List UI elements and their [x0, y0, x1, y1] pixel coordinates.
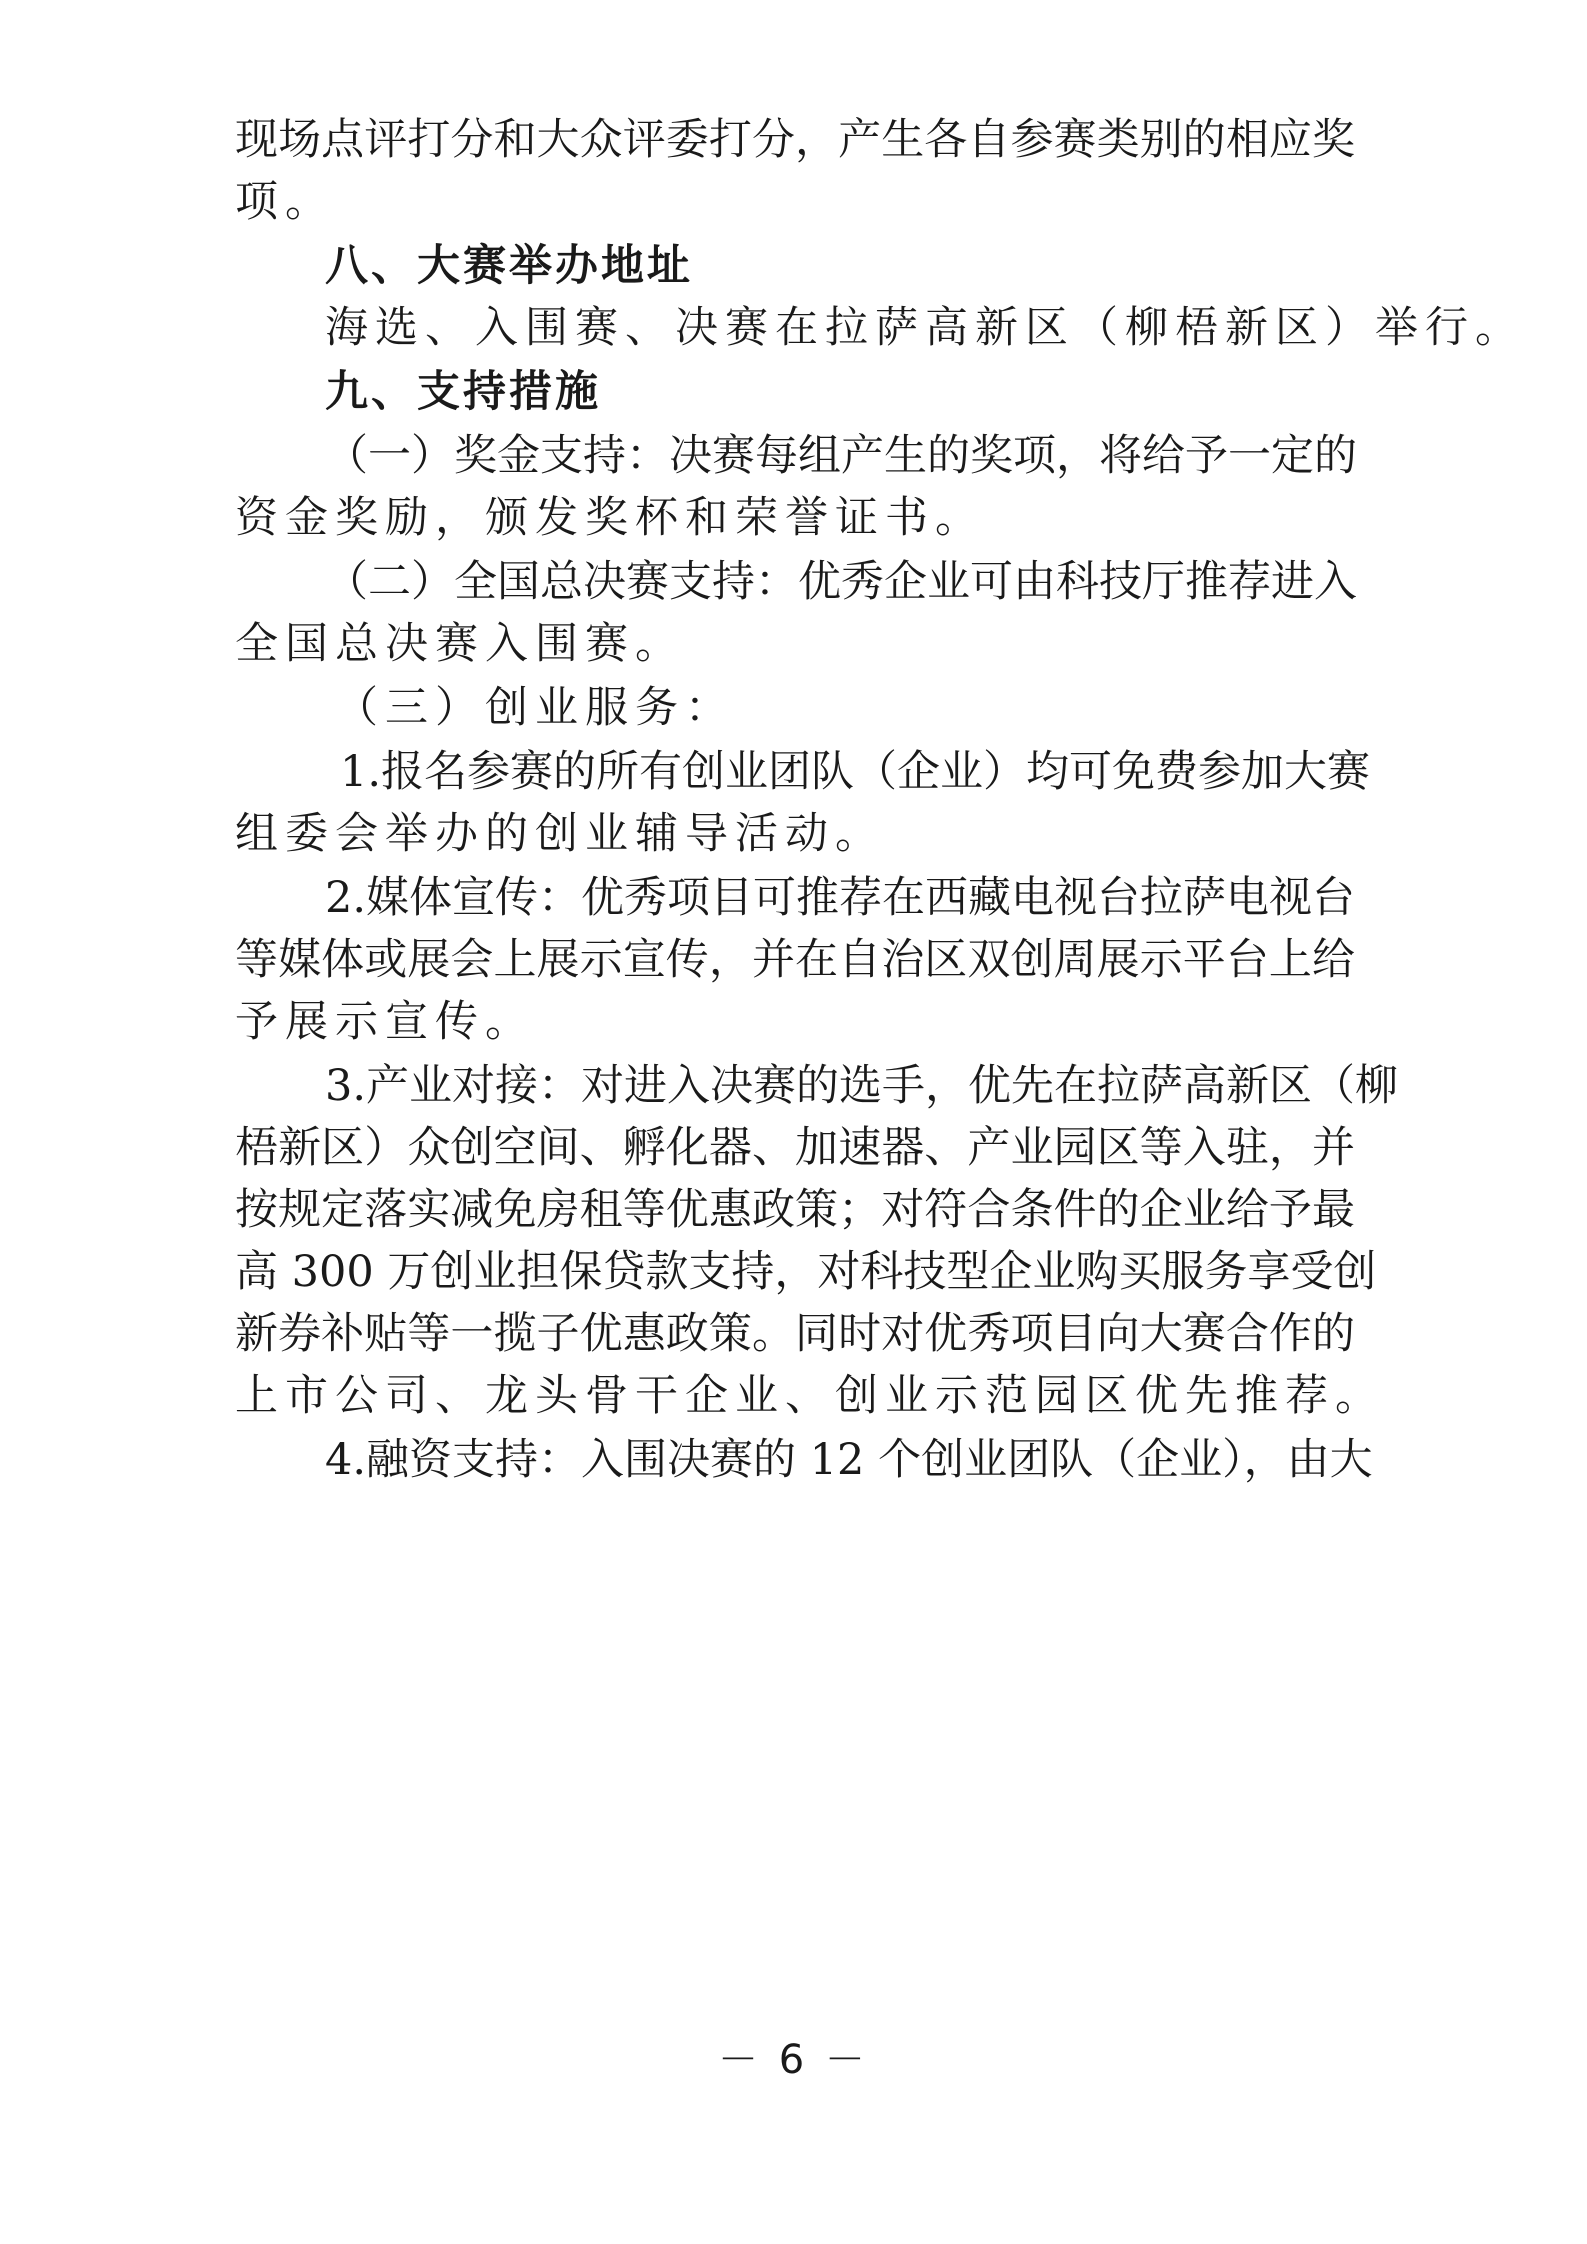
- paragraph-line-national-1: （二）全国总决赛支持：优秀企业可由科技厅推荐进入: [325, 557, 1357, 607]
- paragraph-line-item2-2: 等媒体或展会上展示宣传，并在自治区双创周展示平台上给: [235, 935, 1355, 985]
- paragraph-line-2: 项。: [235, 177, 335, 227]
- paragraph-line-1: 现场点评打分和大众评委打分，产生各自参赛类别的相应奖: [235, 115, 1355, 165]
- subsection-heading-services: （三）创业服务：: [335, 683, 735, 733]
- paragraph-line-item3-3: 按规定落实减免房租等优惠政策；对符合条件的企业给予最: [235, 1185, 1355, 1235]
- paragraph-line-item3-5: 新券补贴等一揽子优惠政策。同时对优秀项目向大赛合作的: [235, 1309, 1355, 1359]
- paragraph-line-item3-2: 梧新区）众创空间、孵化器、加速器、产业园区等入驻，并: [235, 1123, 1355, 1173]
- paragraph-line-item4-1: 4.融资支持：入围决赛的 12 个创业团队（企业），由大: [325, 1435, 1373, 1485]
- paragraph-venue: 海选、入围赛、决赛在拉萨高新区（柳梧新区）举行。: [325, 303, 1525, 353]
- paragraph-line-national-2: 全国总决赛入围赛。: [235, 619, 685, 669]
- section-heading-support: 九、支持措施: [325, 367, 601, 417]
- paragraph-line-item2-3: 予展示宣传。: [235, 997, 535, 1047]
- paragraph-line-prize-2: 资金奖励，颁发奖杯和荣誉证书。: [235, 493, 985, 543]
- paragraph-line-item2-1: 2.媒体宣传：优秀项目可推荐在西藏电视台拉萨电视台: [325, 873, 1356, 923]
- paragraph-line-item1-1: 1.报名参赛的所有创业团队（企业）均可免费参加大赛: [340, 747, 1371, 797]
- section-heading-venue: 八、大赛举办地址: [325, 241, 693, 291]
- paragraph-line-item3-4: 高 300 万创业担保贷款支持，对科技型企业购买服务享受创: [235, 1247, 1377, 1297]
- paragraph-line-item3-6: 上市公司、龙头骨干企业、创业示范园区优先推荐。: [235, 1371, 1385, 1421]
- paragraph-line-item1-2: 组委会举办的创业辅导活动。: [235, 809, 885, 859]
- page-number: － 6 －: [718, 2037, 869, 2083]
- paragraph-line-prize-1: （一）奖金支持：决赛每组产生的奖项，将给予一定的: [325, 431, 1357, 481]
- paragraph-line-item3-1: 3.产业对接：对进入决赛的选手，优先在拉萨高新区（柳: [325, 1061, 1399, 1111]
